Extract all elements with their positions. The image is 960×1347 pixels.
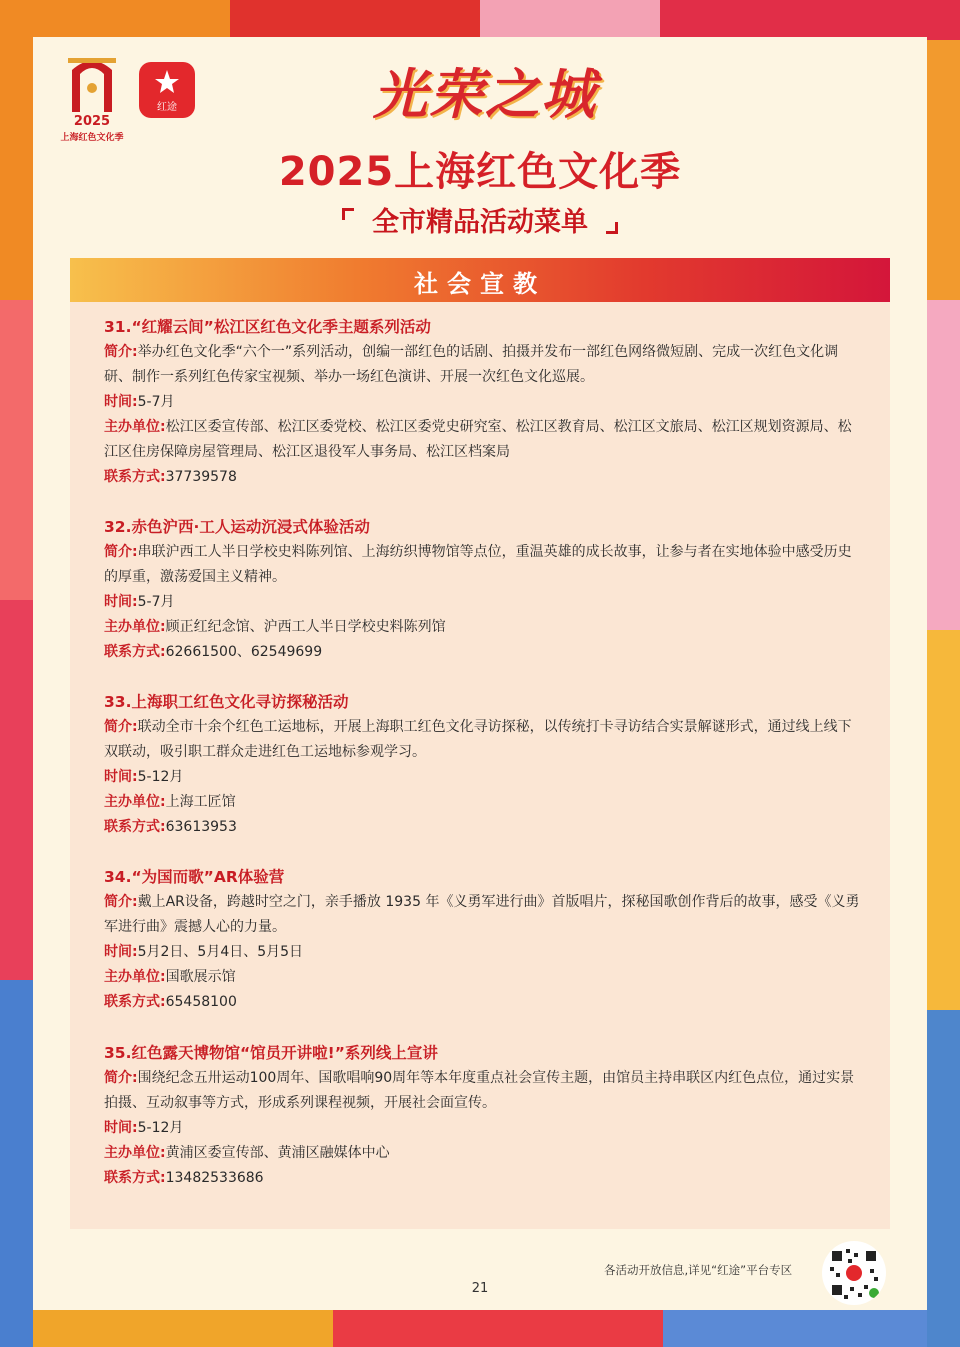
time-label: 时间: (104, 944, 138, 960)
activity-time (104, 1116, 862, 1141)
organizer-value: 上海工匠馆 (165, 794, 236, 810)
time-value: 5-7月 (137, 594, 175, 610)
intro-text: 戴上AR设备，跨越时空之门，亲手播放 1935 年《义勇军进行曲》首版唱片，探秘国歌创作背后的故事，感受《义勇军进行曲》震撼人心的力量。 (104, 894, 860, 935)
organizer-label: 主办单位: (104, 419, 166, 435)
organizer-value: 松江区委宣传部、松江区委党校、松江区委党史研究室、松江区教育局、松江区文旅局、松江区规划资源局、松江区住房保障房屋管理局、松江区退役军人事务局、松江区档案局 (104, 419, 852, 460)
culture-season-logo (52, 52, 132, 147)
contact-label: 联系方式: (104, 994, 166, 1010)
activity-title: 32.赤色沪西·工人运动沉浸式体验活动 (104, 518, 370, 536)
activity-intro (104, 1066, 862, 1116)
activity-intro (104, 715, 862, 765)
activity-item (104, 865, 862, 1015)
bracket-right-icon (606, 222, 618, 234)
star-icon (139, 62, 195, 102)
intro-label: 简介: (104, 894, 138, 910)
intro-text: 联动全市十余个红色工运地标，开展上海职工红色文化寻访探秘，以传统打卡寻访结合实景解谜形式，通过线上线下双联动，吸引职工群众走进红色工运地标参观学习。 (104, 719, 852, 760)
activity-title: 33.上海职工红色文化寻访探秘活动 (104, 693, 349, 711)
intro-label: 简介: (104, 344, 138, 360)
page-subtitle: 全市精品活动菜单 (372, 207, 588, 238)
time-value: 5-12月 (137, 769, 184, 785)
activity-intro (104, 540, 862, 590)
contact-value: 62661500、62549699 (165, 644, 323, 660)
qr-code[interactable] (822, 1241, 886, 1305)
activity-contact (104, 1166, 862, 1191)
contact-value: 65458100 (165, 994, 237, 1010)
intro-label: 简介: (104, 544, 138, 560)
activity-organizer (104, 965, 862, 990)
activity-contact (104, 465, 862, 490)
activity-title: 31.“红耀云间”松江区红色文化季主题系列活动 (104, 318, 431, 336)
time-value: 5-12月 (137, 1120, 184, 1136)
activity-intro (104, 890, 862, 940)
subtitle-block (330, 200, 630, 240)
time-label: 时间: (104, 1120, 138, 1136)
page-number: 21 (471, 1281, 489, 1296)
organizer-label: 主办单位: (104, 969, 166, 985)
time-value: 5-7月 (137, 394, 175, 410)
activity-time (104, 940, 862, 965)
activity-organizer (104, 415, 862, 465)
intro-text: 围绕纪念五卅运动100周年、国歌唱响90周年等本年度重点社会宣传主题，由馆员主持串联区内红色点位，通过实景拍摄、互动叙事等方式，形成系列课程视频，开展社会面宣传。 (104, 1070, 855, 1111)
section-header (70, 258, 890, 302)
activity-time (104, 390, 862, 415)
activity-organizer (104, 1141, 862, 1166)
activity-organizer (104, 790, 862, 815)
organizer-value: 黄浦区委宣传部、黄浦区融媒体中心 (165, 1145, 390, 1161)
activity-contact (104, 815, 862, 840)
contact-label: 联系方式: (104, 819, 166, 835)
section-title: 社会宣教 (414, 270, 546, 298)
contact-value: 63613953 (165, 819, 237, 835)
time-label: 时间: (104, 769, 138, 785)
logo-org: 上海红色文化季 (60, 133, 124, 143)
activity-organizer (104, 615, 862, 640)
contact-label: 联系方式: (104, 644, 166, 660)
intro-label: 简介: (104, 719, 138, 735)
contact-value: 37739578 (165, 469, 237, 485)
contact-label: 联系方式: (104, 1170, 166, 1186)
gate-emblem-icon (52, 52, 132, 114)
activity-list (70, 302, 890, 1229)
activity-item (104, 690, 862, 840)
organizer-value: 国歌展示馆 (165, 969, 236, 985)
page-title: 2025上海红色文化季 (278, 149, 682, 195)
hongtu-app-icon[interactable] (139, 62, 195, 118)
footer-note: 各活动开放信息,详见“红途”平台专区 (604, 1263, 793, 1277)
organizer-value: 顾正红纪念馆、沪西工人半日学校史料陈列馆 (165, 619, 446, 635)
logo-year: 2025 (73, 114, 111, 129)
organizer-label: 主办单位: (104, 794, 166, 810)
contact-label: 联系方式: (104, 469, 166, 485)
time-label: 时间: (104, 394, 138, 410)
intro-label: 简介: (104, 1070, 138, 1086)
intro-text: 串联沪西工人半日学校史料陈列馆、上海纺织博物馆等点位，重温英雄的成长故事，让参与者在实地体验中感受历史的厚重，激荡爱国主义精神。 (104, 544, 852, 585)
calligraphy-title: 光荣之城 (373, 62, 597, 126)
qr-pattern-icon (822, 1241, 886, 1305)
time-value: 5月2日、5月4日、5月5日 (137, 944, 304, 960)
activity-title: 34.“为国而歌”AR体验营 (104, 868, 285, 886)
activity-title: 35.红色露天博物馆“馆员开讲啦!”系列线上宣讲 (104, 1044, 438, 1062)
organizer-label: 主办单位: (104, 1145, 166, 1161)
contact-value: 13482533686 (165, 1170, 264, 1186)
app-icon-label: 红途 (157, 102, 177, 113)
activity-item (104, 1041, 862, 1191)
organizer-label: 主办单位: (104, 619, 166, 635)
activity-time (104, 765, 862, 790)
intro-text: 举办红色文化季“六个一”系列活动，创编一部红色的话剧、拍摄并发布一部红色网络微短剧、完成一次红色文化调研、制作一系列红色传家宝视频、举办一场红色演讲、开展一次红色文化巡展。 (104, 344, 839, 385)
activity-intro (104, 340, 862, 390)
time-label: 时间: (104, 594, 138, 610)
activity-item (104, 315, 862, 490)
activity-contact (104, 990, 862, 1015)
activity-item (104, 515, 862, 665)
activity-time (104, 590, 862, 615)
activity-contact (104, 640, 862, 665)
